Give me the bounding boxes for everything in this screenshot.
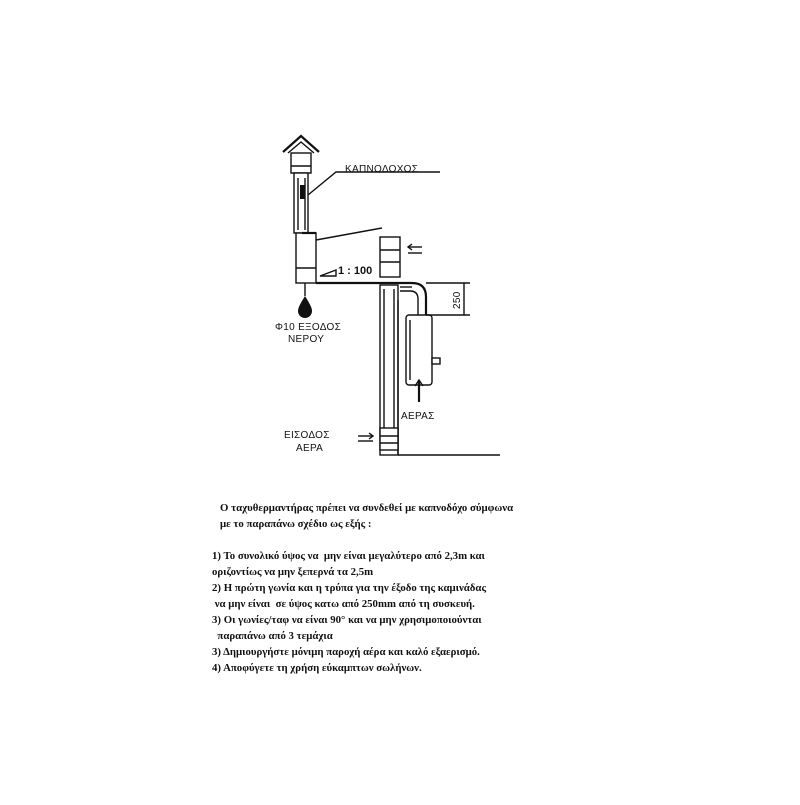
- water-heater: [406, 315, 440, 385]
- air-supply: [401, 380, 435, 422]
- air-inlet-label-1: ΕΙΣΟΔΟΣ: [284, 430, 330, 441]
- installation-instructions: [212, 500, 592, 676]
- dimension-250: [426, 283, 470, 315]
- air-inlet: [284, 428, 398, 454]
- instruction-line: οριζοντίως να μην ξεπερνά τα 2,5m: [212, 566, 374, 578]
- instruction-line: 1) Το συνολικό ύψος να μην είναι μεγαλύτερο από 2,3m και: [212, 550, 485, 562]
- instruction-line: 2) Η πρώτη γωνία και η τρύπα για την έξοδο της καμινάδας: [212, 582, 486, 594]
- air-label: ΑΕΡΑΣ: [401, 411, 435, 422]
- instruction-line: να μην είναι σε ύψος κατω από 250mm από τη συσκευή.: [212, 598, 475, 610]
- air-inlet-label-2: ΑΕΡΑ: [296, 443, 324, 454]
- chimney-label: [308, 164, 440, 195]
- instruction-line: 3) Δημιουργήστε μόνιμη παροχή αέρα και καλό εξαερισμό.: [212, 646, 480, 658]
- flue-bend: [400, 283, 426, 315]
- chimney-flue-pipe: [294, 173, 316, 283]
- flue-collar: [380, 237, 422, 277]
- instructions-intro: [220, 500, 592, 532]
- instructions-intro-line-2: με το παραπάνω σχέδιο ως εξής :: [220, 518, 372, 530]
- instructions-intro-line-1: Ο ταχυθερμαντήρας πρέπει να συνδεθεί με καπνοδόχο σύμφωνα: [220, 502, 514, 514]
- dimension-label: 250: [452, 291, 463, 309]
- instruction-line: 3) Οι γωνίες/ταφ να είναι 90° και να μην χρησιμοποιούνται: [212, 614, 482, 626]
- slope-label: 1 : 100: [338, 265, 373, 277]
- water-outlet-label-2: ΝΕΡΟΥ: [288, 334, 325, 345]
- chimney-cap: [283, 136, 319, 173]
- instruction-line: παραπάνω από 3 τεμάχια: [212, 630, 333, 642]
- chimney-label-text: ΚΑΠΝΟΔΟΧΟΣ: [345, 164, 419, 175]
- water-outlet: [275, 283, 341, 345]
- instruction-line: 4) Αποφύγετε τη χρήση εύκαμπτων σωλήνων.: [212, 662, 422, 674]
- water-outlet-label-1: Φ10 ΕΞΟΔΟΣ: [275, 322, 342, 333]
